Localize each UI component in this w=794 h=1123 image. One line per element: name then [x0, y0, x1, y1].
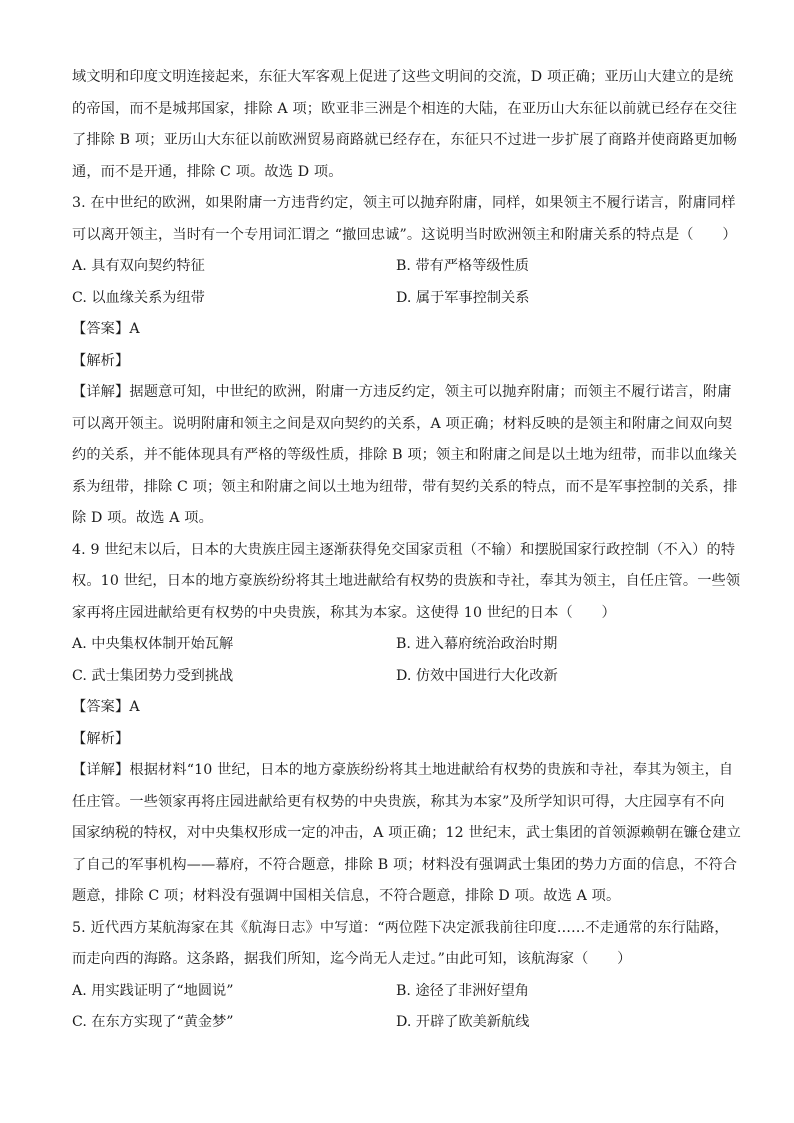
- question-4-detail-line: 了自己的军事机构——幕府，不符合题意，排除 B 项；材料没有强调武士集团的势力方面的信息，不符合: [72, 856, 738, 873]
- question-4-stem-line: 家再将庄园进献给更有权势的中央贵族，称其为本家。这使得 10 世纪的日本（ ）: [72, 604, 616, 621]
- question-3-stem-line: 3. 在中世纪的欧洲，如果附庸一方违背约定，领主可以抛弃附庸，同样，如果领主不履行诺言，附庸同样: [72, 195, 736, 211]
- question-5-options-row: [72, 1007, 724, 1039]
- question-3-option-a: A. 具有双向契约特征: [72, 258, 205, 274]
- question-4: [72, 535, 741, 913]
- question-3-detail-line: 可以离开领主。说明附庸和领主之间是双向契约的关系，A 项正确；材料反映的是领主和附庸之间双向契: [72, 415, 733, 432]
- question-3-option-d: D. 属于军事控制关系: [396, 289, 530, 306]
- question-4-stem-line: 4. 9 世纪末以后，日本的大贵族庄园主逐渐获得免交国家贡租（不输）和摆脱国家行政控制（不入）的特: [72, 541, 736, 558]
- prev-explanation: [72, 62, 738, 188]
- prev-explanation-line: 通，而不是开通，排除 C 项。故选 D 项。: [72, 163, 343, 180]
- question-5-options-row: [72, 976, 724, 1008]
- question-3-detail-line: 除 D 项。故选 A 项。: [72, 510, 213, 526]
- question-3-answer: 【答案】A: [72, 321, 140, 337]
- question-4-options-row: [72, 629, 724, 661]
- question-3: [72, 188, 738, 535]
- question-3-option-b: B. 带有严格等级性质: [396, 258, 529, 274]
- question-4-analysis-label: 【解析】: [72, 730, 130, 747]
- question-3-option-c: C. 以血缘关系为纽带: [72, 289, 205, 306]
- question-4-detail-line: 国家纳税的特权，对中央集权形成一定的冲击，A 项正确；12 世纪末，武士集团的首领源赖朝在镰仓建立: [72, 825, 741, 841]
- question-5: [72, 913, 729, 1039]
- question-5-option-c: C. 在东方实现了“黄金梦”: [72, 1014, 234, 1030]
- question-4-detail-line: 【详解】根据材料“10 世纪，日本的地方豪族纷纷将其土地进献给有权势的贵族和寺社，奉其为领主，自: [72, 762, 734, 778]
- question-4-option-b: B. 进入幕府统治政治时期: [396, 636, 558, 652]
- question-4-answer: 【答案】A: [72, 699, 140, 715]
- question-4-detail-line: 题意，排除 C 项；材料没有强调中国相关信息，不符合题意，排除 D 项。故选 A 项。: [72, 888, 621, 904]
- question-3-options-row: [72, 251, 724, 283]
- prev-explanation-line: 域文明和印度文明连接起来，东征大军客观上促进了这些文明间的交流，D 项正确；亚历山大建立的是统: [72, 69, 734, 85]
- question-3-analysis-label: 【解析】: [72, 352, 130, 369]
- question-3-detail-line: 【详解】据题意可知，中世纪的欧洲，附庸一方违反约定，领主可以抛弃附庸；而领主不履行诺言，附庸: [72, 384, 732, 400]
- question-3-detail-line: 系为纽带，排除 C 项；领主和附庸之间以土地为纽带，带有契约关系的特点，而不是军事控制的关系，排: [72, 478, 738, 495]
- question-4-options-row: [72, 661, 724, 693]
- question-3-detail-line: 约的关系，并不能体现具有严格的等级性质，排除 B 项；领主和附庸之间是以土地为纽带，而非以血缘关: [72, 447, 738, 463]
- prev-explanation-line: 了排除 B 项；亚历山大东征以前欧洲贸易商路就已经存在，东征只不过进一步扩展了商路并使商路更加畅: [72, 132, 738, 148]
- question-4-option-c: C. 武士集团势力受到挑战: [72, 667, 234, 684]
- prev-explanation-line: 的帝国，而不是城邦国家，排除 A 项；欧亚非三洲是个相连的大陆，在亚历山大东征以前就已经存在交往: [72, 100, 737, 117]
- question-5-option-b: B. 途径了非洲好望角: [396, 982, 529, 999]
- question-4-stem-line: 权。10 世纪，日本的地方豪族纷纷将其土地进献给有权势的贵族和寺社，奉其为领主，自任庄管。一些领: [72, 573, 741, 589]
- question-3-options-row: [72, 283, 724, 315]
- question-3-stem-line: 可以离开领主，当时有一个专用词汇谓之 “撤回忠诚”。这说明当时欧洲领主和附庸关系的特点是（ ）: [72, 226, 737, 243]
- question-5-option-a: A. 用实践证明了“地圆说”: [72, 982, 234, 999]
- question-5-option-d: D. 开辟了欧美新航线: [396, 1014, 530, 1030]
- question-5-stem-line: 5. 近代西方某航海家在其《航海日志》中写道：“两位陛下决定派我前往印度……不走通常的东行陆路，: [72, 919, 729, 936]
- question-4-option-d: D. 仿效中国进行大化改新: [396, 667, 558, 684]
- question-5-stem-line: 而走向西的海路。这条路，据我们所知，迄今尚无人走过。”由此可知，该航海家（ ）: [72, 951, 632, 967]
- question-4-option-a: A. 中央集权体制开始瓦解: [72, 636, 234, 652]
- document-page: [72, 62, 741, 1039]
- question-4-detail-line: 任庄管。一些领家再将庄园进献给更有权势的中央贵族，称其为本家”及所学知识可得，大庄园享有不向: [72, 793, 725, 810]
